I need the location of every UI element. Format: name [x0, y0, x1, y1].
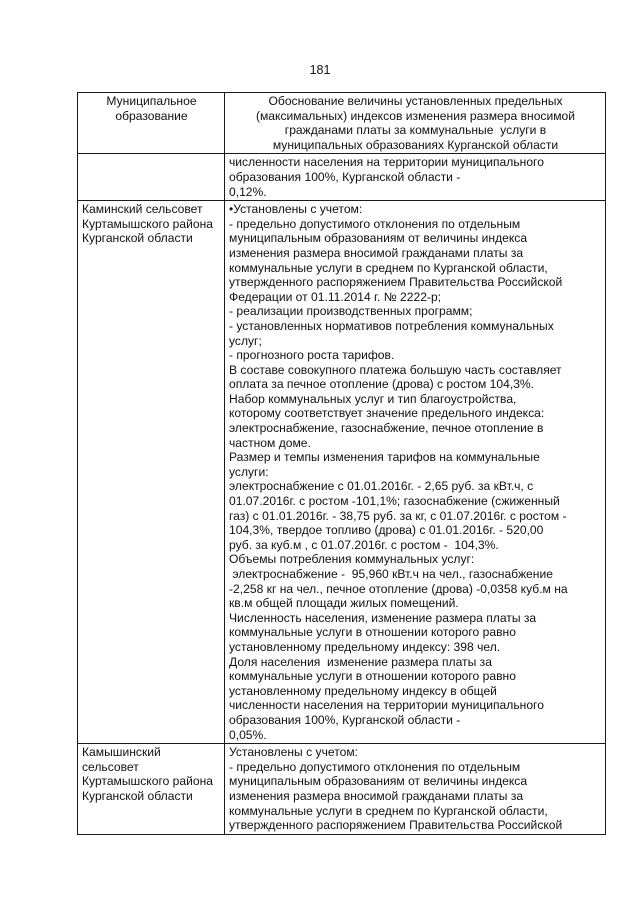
justification-text-line: утвержденного распоряжением Правительства Российской [229, 818, 563, 833]
justification-text-line: •Установлены с учетом: [229, 202, 363, 217]
justification-text-line: образования 100%, Курганской области - [229, 169, 461, 184]
justification-text-line: - реализации производственных программ; [229, 304, 473, 319]
justification-text-line: установленному предельному индексу в общей [229, 683, 497, 698]
table-header-row [78, 93, 606, 154]
municipality-name-line: Курганской области [82, 788, 193, 803]
justification-text-line: численности населения на территории муниципального [229, 155, 544, 170]
justification-text-line: частном доме. [229, 435, 311, 450]
municipality-name-line: Куртамышского района [82, 216, 214, 231]
justification-text-line: установленному предельному индексу: 398 чел. [229, 639, 501, 654]
justification-text-line: газ) с 01.01.2016г. - 38,75 руб. за кг, с 01.07.2016г. с ростом - [229, 508, 567, 523]
justification-text-line: коммунальные услуги в отношении которого равно [229, 669, 516, 684]
justification-text-line: 01.07.2016г. с ростом -101,1%; газоснабжение (сжиженный [229, 494, 560, 509]
justification-text-line: - предельно допустимого отклонения по отдельным [229, 759, 521, 774]
justification-text-line: Установлены с учетом: [229, 745, 358, 760]
justification-text-line: оплата за печное отопление (дрова) с ростом 104,3%. [229, 377, 535, 392]
header-text-line: Обоснование величины установленных предельных [268, 94, 563, 108]
justification-text-line: 0,05%. [229, 727, 267, 742]
justification-text-line: муниципальным образованиям от величины индекса [229, 231, 528, 246]
justification-text-line: -2,258 кг на чел., печное отопление (дрова) -0,0358 куб.м на [229, 581, 568, 596]
justification-text-line: электроснабжение с 01.01.2016г. - 2,65 руб. за кВт.ч, с [229, 479, 534, 494]
justification-cell [225, 154, 606, 201]
justification-cell [225, 201, 606, 744]
municipality-name-line: сельсовет [82, 759, 139, 774]
justification-text-line: кв.м общей площади жилых помещений. [229, 596, 459, 611]
header-municipality [78, 93, 225, 154]
justification-text-line: утвержденного распоряжением Правительства Российской [229, 275, 563, 290]
municipality-cell [78, 154, 225, 201]
header-text-line: (максимальных) индексов изменения размера вносимой [255, 108, 576, 123]
justification-text-line: Численность населения, изменение размера платы за [229, 610, 537, 625]
municipality-name-line: Каминский сельсовет [82, 202, 203, 217]
justification-text-line: образования 100%, Курганской области - [229, 712, 461, 727]
justification-text-line: Доля населения изменение размера платы за [229, 654, 492, 669]
justification-text-line: изменения размера вносимой гражданами платы за [229, 245, 524, 260]
header-text-line: Муниципальное [106, 94, 197, 108]
justification-text-line: руб. за куб.м , с 01.07.2016г. с ростом - 104,3%. [229, 537, 499, 552]
justification-text-line: - прогнозного роста тарифов. [229, 348, 395, 363]
municipality-name-line: Камышинский [82, 745, 161, 760]
municipality-cell [78, 744, 225, 835]
header-text-line: муниципальных образованиях Курганской области [272, 137, 559, 152]
justification-text-line: коммунальные услуги в среднем по Курганской области, [229, 260, 548, 275]
indices-table [77, 92, 606, 835]
justification-cell [225, 744, 606, 835]
justification-text-line: муниципальным образованиям от величины индекса [229, 774, 528, 789]
municipality-name-line: Курганской области [82, 231, 193, 246]
justification-text-line: услуг; [229, 333, 262, 348]
justification-text-line: численности населения на территории муниципального [229, 698, 544, 713]
table-row [78, 154, 606, 201]
justification-text-line: коммунальные услуги в отношении которого равно [229, 625, 516, 640]
justification-text-line: которому соответствует значение предельного индекса: [229, 406, 545, 421]
municipality-cell [78, 201, 225, 744]
justification-text-line: 104,3%, твердое топливо (дрова) с 01.01.2016г. - 520,00 [229, 523, 544, 538]
header-text-line: образование [115, 108, 188, 123]
justification-text-line: - предельно допустимого отклонения по отдельным [229, 216, 521, 231]
justification-text-line: Размер и темпы изменения тарифов на коммунальные [229, 450, 540, 465]
header-justification [225, 93, 606, 154]
justification-text-line: Федерации от 01.11.2014 г. № 2222-р; [229, 289, 442, 304]
justification-text-line: услуги: [229, 464, 269, 479]
page-number: 181 [309, 63, 331, 77]
table-row [78, 201, 606, 744]
justification-text-line: электроснабжение - 95,960 кВт.ч на чел., газоснабжение [229, 567, 553, 581]
justification-text-line: Набор коммунальных услуг и тип благоустройства, [229, 391, 517, 406]
justification-text-line: - установленных нормативов потребления коммунальных [229, 318, 554, 333]
justification-text-line: Объемы потребления коммунальных услуг: [229, 552, 475, 567]
header-text-line: гражданами платы за коммунальные услуги в [284, 123, 547, 138]
justification-text-line: коммунальные услуги в среднем по Курганской области, [229, 803, 548, 818]
justification-text-line: электроснабжение, газоснабжение, печное отопление в [229, 421, 544, 436]
justification-text-line: 0,12%. [229, 184, 267, 199]
justification-text-line: изменения размера вносимой гражданами платы за [229, 788, 524, 803]
table-row [78, 744, 606, 835]
justification-text-line: В составе совокупного платежа большую часть составляет [229, 362, 562, 377]
municipality-name-line: Куртамышского района [82, 774, 214, 789]
